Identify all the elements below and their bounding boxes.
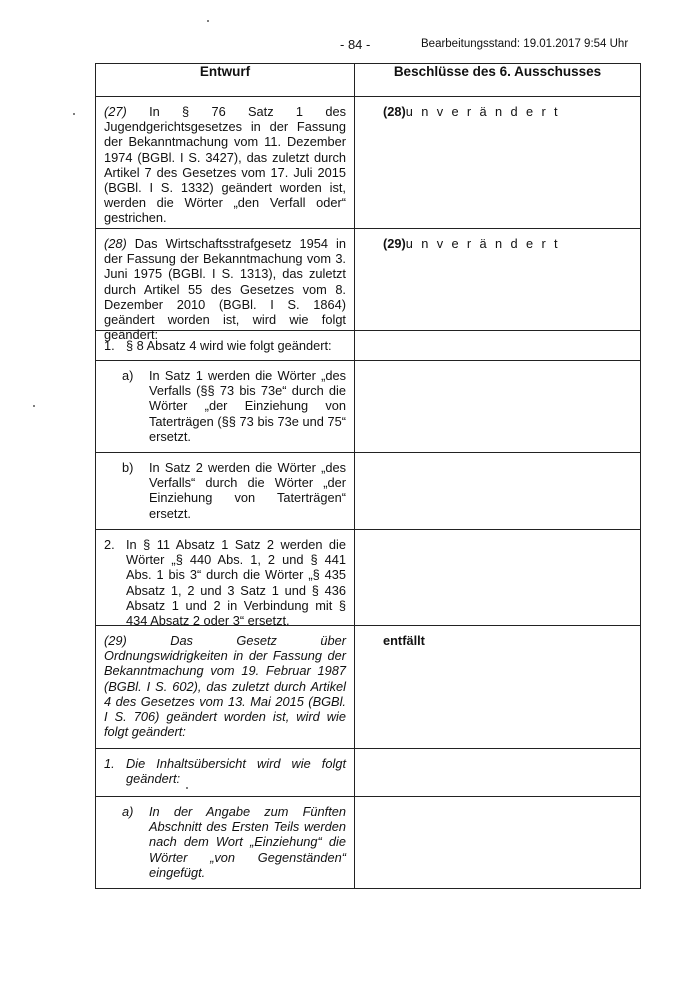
page-number: - 84 - [340,37,371,52]
table-header-row [96,64,641,97]
paragraph-text: In § 76 Satz 1 des Jugendgerichtsgesetzes in der Fassung der Bekanntmachung vom 11. Dezember 1974 (BGBl. I S. 3427), das zuletzt durch Artikel 7 des Gesetzes vom 17. Juli 2015 (BGBl. I S. 1332) geändert worden ist, werden die Wörter „den Verfall oder“ gestrichen. [104,104,346,226]
table-row [96,97,641,229]
right-cell [355,453,641,530]
paragraph-text: (29) Das Gesetz über Ordnungswidrigkeiten in der Fassung der Bekanntmachung vom 19. Februar 1987 (BGBl. I S. 602), das zuletzt durch Artikel 4 des Gesetzes vom 13. Mai 2015 (BGBl. I S. 706) geändert worden ist, wird wie folgt geändert: [104,633,346,740]
page-header [0,37,700,55]
right-cell [355,97,641,229]
left-cell [96,530,355,629]
item-number: a) [122,804,134,819]
item-number: 2. [104,537,115,552]
item-text: In § 11 Absatz 1 Satz 2 werden die Wörter „§ 440 Abs. 1, 2 und § 441 Abs. 1 bis 3“ durch die Wörter „§ 435 Absatz 1, 2 und 3 Satz 1 und § 436 Absatz 1 und 2 in Verbindung mit § 434 Absatz 2 oder 3“ ersetzt. [126,537,346,629]
left-cell [96,97,355,229]
item-number: 1. [104,338,115,353]
scan-speck [207,20,209,22]
scan-speck [73,113,75,115]
paragraph-text: Das Wirtschaftsstrafgesetz 1954 in der Fassung der Bekanntmachung vom 3. Juni 1975 (BGBl. I S. 1313), das zuletzt durch Artikel 55 des Gesetzes vom 8. Dezember 2010 (BGBl. I S. 1864) geändert worden ist, wird wie folgt geändert: [104,236,346,343]
right-cell [355,749,641,797]
scan-speck [33,405,35,407]
edit-status: Bearbeitungsstand: 19.01.2017 9:54 Uhr [421,38,629,50]
comparison-table [95,63,641,889]
right-cell [355,530,641,626]
column-header-beschluesse: Beschlüsse des 6. Ausschusses [355,64,641,97]
right-cell [355,361,641,453]
item-number: a) [122,368,134,383]
item-text: Die Inhaltsübersicht wird wie folgt geändert: [126,756,346,787]
table-row [96,626,641,749]
right-cell [355,626,641,749]
paragraph-number: (28) [383,104,406,119]
item-number: 1. [104,756,115,771]
paragraph-number: (29) [383,236,406,251]
right-cell [355,797,641,889]
table-row [96,749,641,797]
left-cell [96,626,355,749]
table-row [96,331,641,361]
left-cell [96,797,355,889]
table-row [96,530,641,626]
left-cell [96,229,355,343]
table-row [96,229,641,331]
item-text: § 8 Absatz 4 wird wie folgt geändert: [126,338,332,353]
item-text: In der Angabe zum Fünften Abschnitt des Ersten Teils werden nach dem Wort „Einziehung“ die Wörter „von Gegenständen“ eingefügt. [149,804,346,880]
paragraph-number: (27) [104,104,127,119]
resolution-text: u n v e r ä n d e r t [405,236,561,251]
column-header-entwurf: Entwurf [96,64,355,97]
item-text: In Satz 2 werden die Wörter „des Verfalls“ durch die Wörter „der Einziehung von Taterträgen“ ersetzt. [149,460,346,521]
table-row [96,453,641,530]
right-cell [355,229,641,331]
left-cell [96,453,355,530]
resolution-text: u n v e r ä n d e r t [405,104,561,119]
paragraph-number: (28) [104,236,127,251]
resolution-text: entfällt [383,633,425,648]
item-text: In Satz 1 werden die Wörter „des Verfalls (§§ 73 bis 73e“ durch die Wörter „der Einziehung von Taterträgen (§§ 73 bis 73e und 75“ ersetzt. [149,368,346,444]
table-row [96,361,641,453]
right-cell [355,331,641,361]
left-cell [96,749,355,797]
left-cell [96,361,355,453]
item-number: b) [122,460,134,475]
table-row [96,797,641,889]
